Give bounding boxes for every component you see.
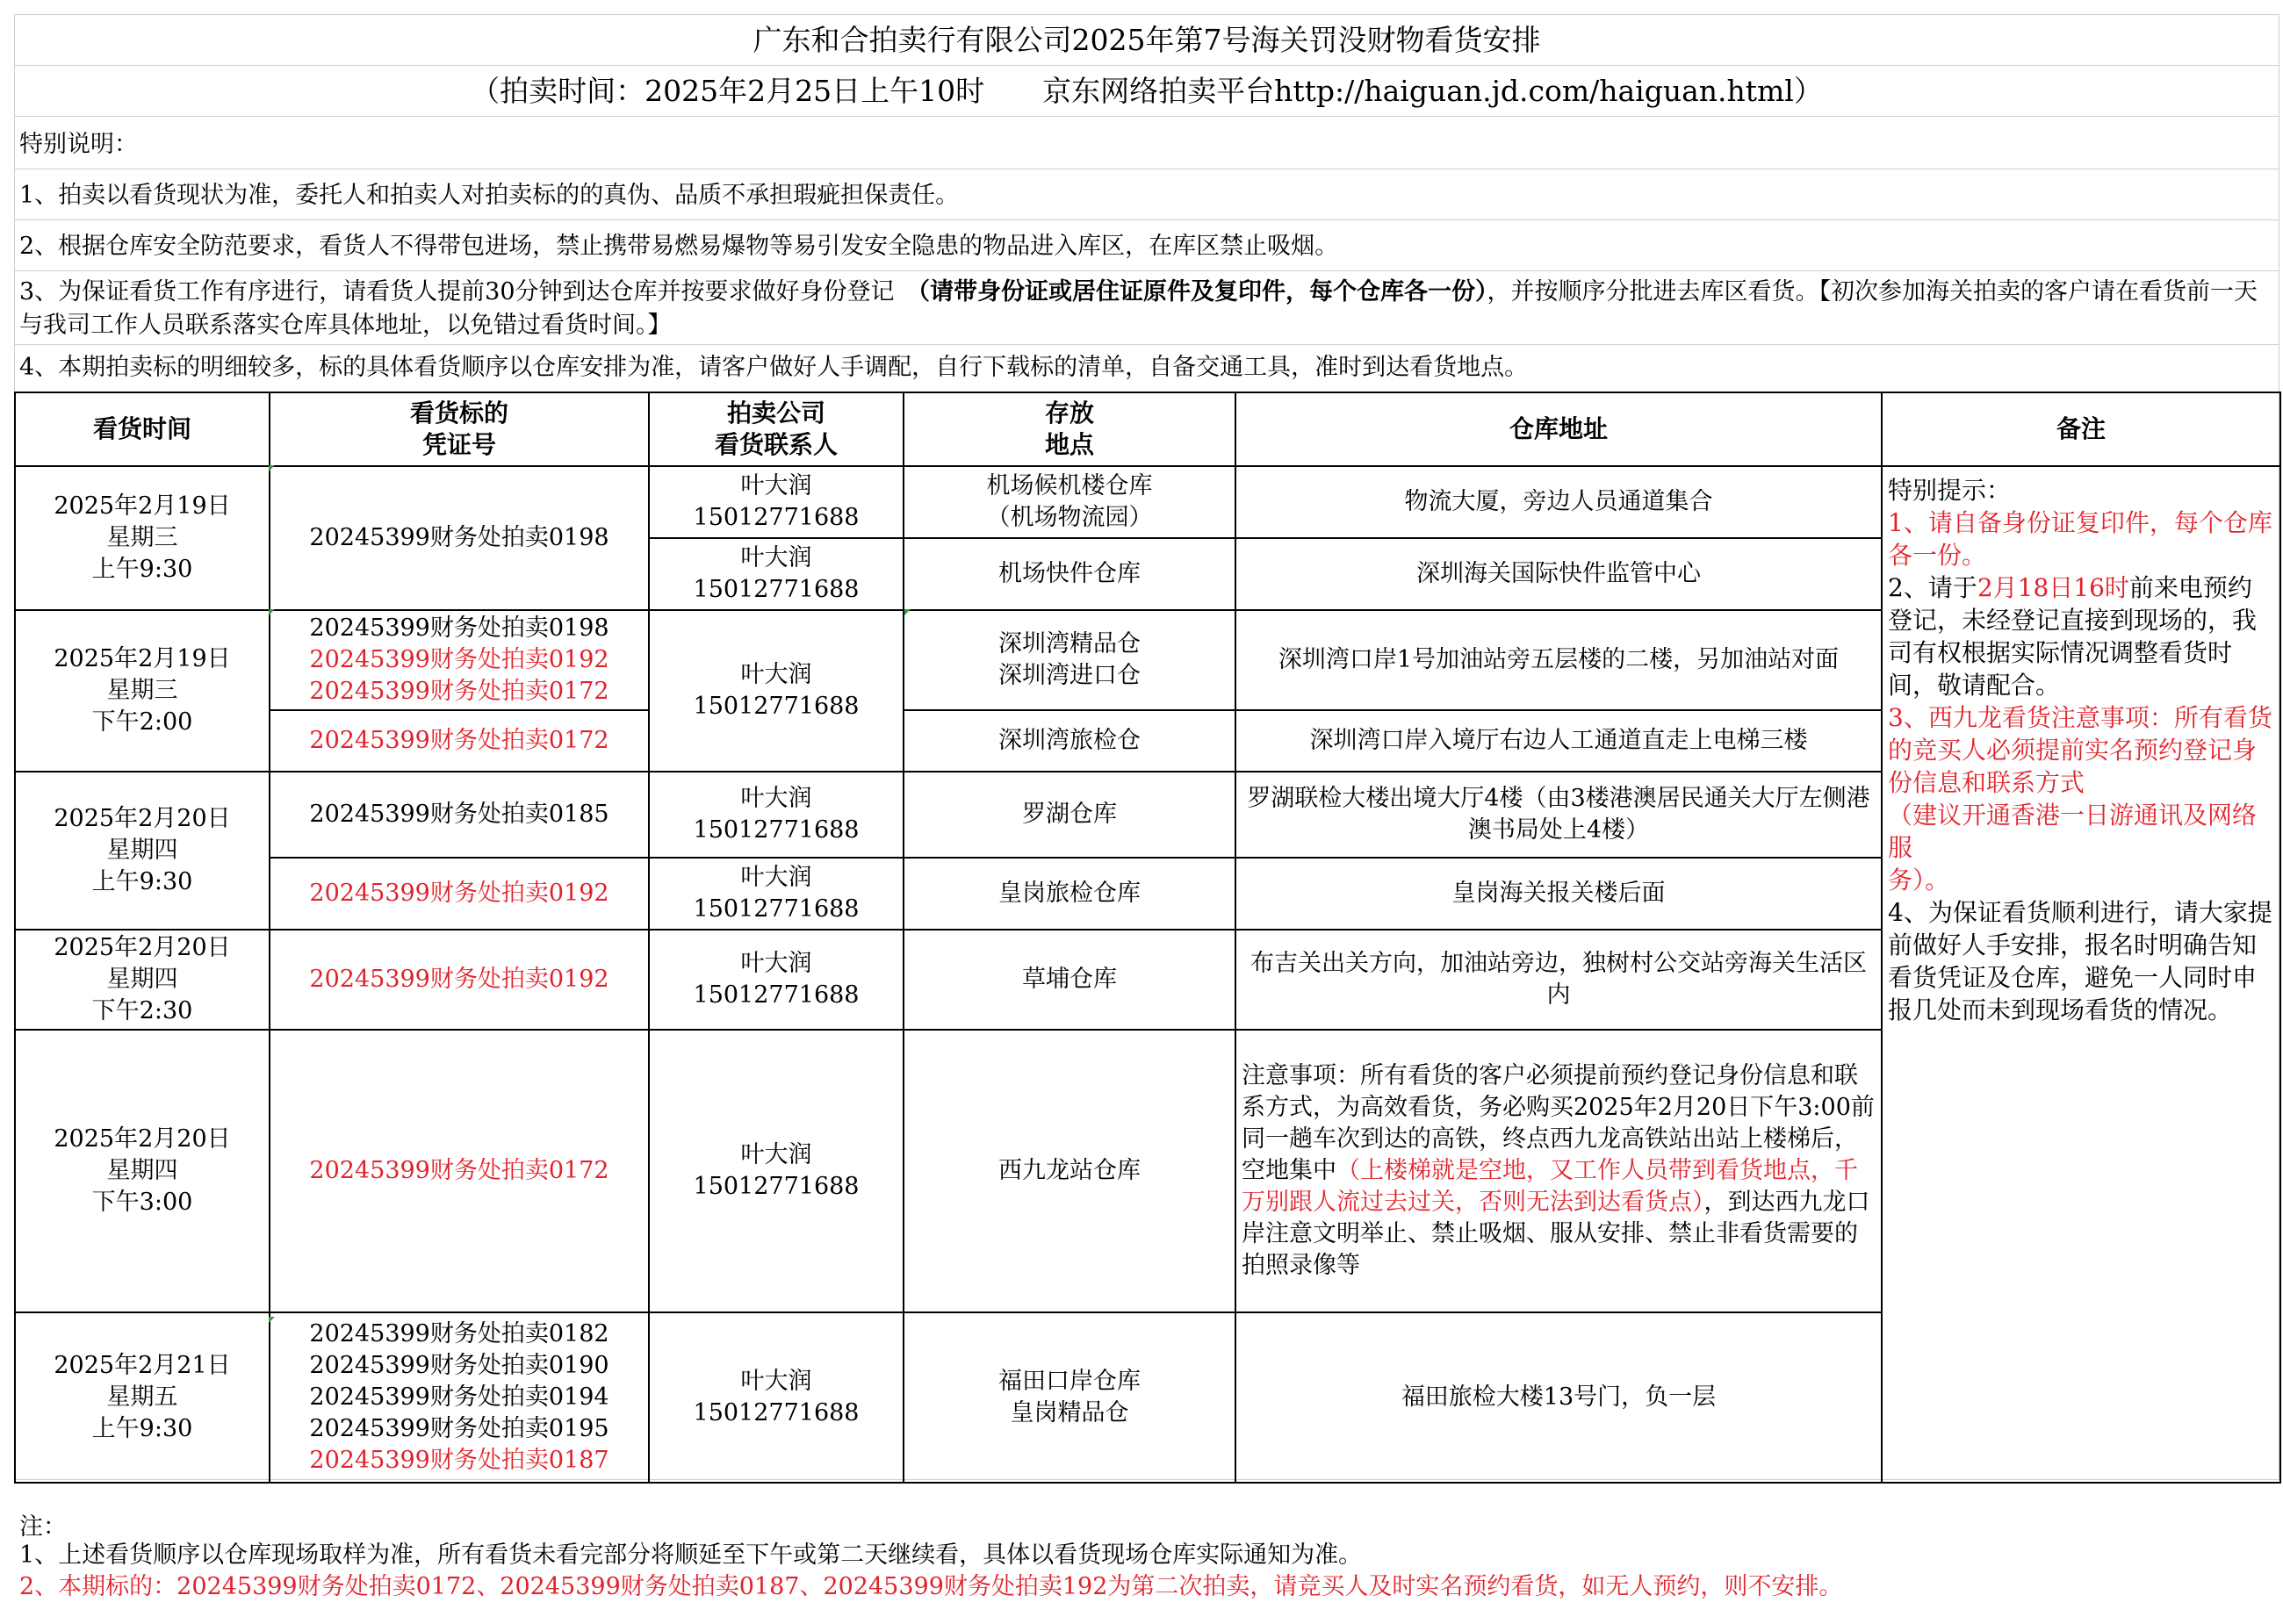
voucher-cell: 20245399财务处拍卖0198 bbox=[270, 466, 649, 610]
row-divider bbox=[14, 116, 2279, 117]
voucher-cell: 20245399财务处拍卖0198 20245399财务处拍卖0192 20245399财务处拍卖0172 bbox=[270, 610, 649, 710]
time-cell: 2025年2月20日 星期四 下午2:30 bbox=[15, 930, 270, 1030]
remarks-cell bbox=[1882, 466, 2280, 1483]
row-divider bbox=[14, 344, 2279, 345]
notice-item-2: 2、根据仓库安全防范要求，看货人不得带包进场，禁止携带易燃易爆物等易引发安全隐患的物品进入库区，在库区禁止吸烟。 bbox=[19, 233, 1339, 260]
voucher-cell: 20245399财务处拍卖0185 bbox=[270, 772, 649, 858]
place-cell: 皇岗旅检仓库 bbox=[904, 858, 1235, 930]
address-cell: 深圳湾口岸入境厅右边人工通道直走上电梯三楼 bbox=[1235, 710, 1882, 772]
remark-2: 2、请于2月18日16时前来电预约登记，未经登记直接到现场的，我司有权根据实际情况调整看货时间，敬请配合。 bbox=[1888, 573, 2258, 700]
time-cell: 2025年2月19日 星期三 下午2:00 bbox=[15, 610, 270, 772]
address-cell: 深圳海关国际快件监管中心 bbox=[1235, 538, 1882, 610]
time-cell: 2025年2月20日 星期四 下午3:00 bbox=[15, 1030, 270, 1312]
notice-item-3-text: 3、为保证看货工作有序进行，请看货人提前30分钟到达仓库并按要求做好身份登记 bbox=[19, 278, 918, 305]
voucher-cell: 20245399财务处拍卖0192 bbox=[270, 930, 649, 1030]
address-cell: 注意事项：所有看货的客户必须提前预约登记身份信息和联系方式，为高效看货，务必购买2025年2月20日下午3:00前同一趟车次到达的高铁，终点西九龙高铁站出站上楼梯后，空地集中（上楼梯就是空地，又工作人员带到看货地点，千万别跟人流过去过关，否则无法到达看货点），到达西九龙口岸注意文明举止、禁止吸烟、服从安排、禁止非看货需要的拍照录像等 bbox=[1235, 1030, 1882, 1312]
auction-info: （拍卖时间：2025年2月25日上午10时 京东网络拍卖平台http://haiguan.jd.com/haiguan.html） bbox=[471, 74, 1823, 108]
notice-item-3 bbox=[19, 276, 2267, 342]
place-cell: 福田口岸仓库 皇岗精品仓 bbox=[904, 1312, 1235, 1483]
contact-cell: 叶大润 15012771688 bbox=[649, 466, 904, 538]
row-divider bbox=[14, 219, 2279, 220]
row-divider bbox=[14, 270, 2279, 271]
header-address: 仓库地址 bbox=[1235, 392, 1882, 466]
time-cell: 2025年2月20日 星期四 上午9:30 bbox=[15, 772, 270, 930]
time-cell: 2025年2月21日 星期五 上午9:30 bbox=[15, 1312, 270, 1483]
remark-4: 4、为保证看货顺利进行，请大家提前做好人手安排，报名时明确告知看货凭证及仓库，避免一人同时申报几处而未到现场看货的情况。 bbox=[1888, 898, 2272, 1024]
table-header-row bbox=[15, 392, 2280, 466]
row-divider bbox=[14, 65, 2279, 66]
contact-cell: 叶大润 15012771688 bbox=[649, 858, 904, 930]
voucher-cell: 20245399财务处拍卖0182 20245399财务处拍卖0190 20245399财务处拍卖0194 20245399财务处拍卖0195 20245399财务处拍卖0187 bbox=[270, 1312, 649, 1483]
header-contact: 拍卖公司 看货联系人 bbox=[649, 392, 904, 466]
contact-cell: 叶大润 15012771688 bbox=[649, 1312, 904, 1483]
address-cell: 布吉关出关方向，加油站旁边，独树村公交站旁海关生活区内 bbox=[1235, 930, 1882, 1030]
contact-cell: 叶大润 15012771688 bbox=[649, 930, 904, 1030]
footer-note-1: 1、上述看货顺序以仓库现场取样为准，所有看货未看完部分将顺延至下午或第二天继续看，具体以看货现场仓库实际通知为准。 bbox=[19, 1541, 1363, 1569]
contact-cell: 叶大润 15012771688 bbox=[649, 772, 904, 858]
cell-marker-icon bbox=[269, 609, 275, 615]
voucher-cell: 20245399财务处拍卖0192 bbox=[270, 858, 649, 930]
table-row bbox=[15, 466, 2280, 538]
notice-heading: 特别说明： bbox=[19, 131, 138, 158]
place-cell: 草埔仓库 bbox=[904, 930, 1235, 1030]
time-cell: 2025年2月19日 星期三 上午9:30 bbox=[15, 466, 270, 610]
remark-3: 3、西九龙看货注意事项：所有看货的竞买人必须提前实名预约登记身份信息和联系方式 （建议开通香港一日游通讯及网络服 务）。 bbox=[1888, 703, 2272, 895]
address-cell: 皇岗海关报关楼后面 bbox=[1235, 858, 1882, 930]
contact-cell: 叶大润 15012771688 bbox=[649, 538, 904, 610]
notice-item-1: 1、拍卖以看货现状为准，委托人和拍卖人对拍卖标的的真伪、品质不承担瑕疵担保责任。 bbox=[19, 182, 960, 209]
header-place: 存放 地点 bbox=[904, 392, 1235, 466]
footer-note-2: 2、本期标的：20245399财务处拍卖0172、20245399财务处拍卖0187、20245399财务处拍卖192为第二次拍卖，请竞买人及时实名预约看货，如无人预约，则不安排。 bbox=[19, 1573, 1843, 1600]
place-cell: 西九龙站仓库 bbox=[904, 1030, 1235, 1312]
header-time: 看货时间 bbox=[15, 392, 270, 466]
voucher-cell: 20245399财务处拍卖0172 bbox=[270, 710, 649, 772]
place-cell: 机场快件仓库 bbox=[904, 538, 1235, 610]
place-cell: 深圳湾精品仓 深圳湾进口仓 bbox=[904, 610, 1235, 710]
contact-cell: 叶大润 15012771688 bbox=[649, 610, 904, 772]
remark-1: 1、请自备身份证复印件，每个仓库各一份。 bbox=[1888, 508, 2272, 570]
header-voucher: 看货标的 凭证号 bbox=[270, 392, 649, 466]
footer-heading: 注： bbox=[19, 1513, 67, 1541]
place-cell: 机场候机楼仓库 （机场物流园） bbox=[904, 466, 1235, 538]
place-cell: 罗湖仓库 bbox=[904, 772, 1235, 858]
header-remark: 备注 bbox=[1882, 392, 2280, 466]
voucher-cell: 20245399财务处拍卖0172 bbox=[270, 1030, 649, 1312]
address-cell: 罗湖联检大楼出境大厅4楼（由3楼港澳居民通关大厅左侧港澳书局处上4楼） bbox=[1235, 772, 1882, 858]
notice-item-4: 4、本期拍卖标的明细较多，标的具体看货顺序以仓库安排为准，请客户做好人手调配，自行下载标的清单，自备交通工具，准时到达看货地点。 bbox=[19, 354, 1529, 381]
cell-marker-icon bbox=[269, 1317, 275, 1323]
place-cell: 深圳湾旅检仓 bbox=[904, 710, 1235, 772]
address-cell: 物流大厦，旁边人员通道集合 bbox=[1235, 466, 1882, 538]
notice-item-3-text-end: ，并按顺序分批进去库区看货。【初次参加海关拍卖的客户请在看货前一天与我司工作人员联系落实仓库具体地址，以免错过看货时间。】 bbox=[19, 278, 2258, 339]
contact-cell: 叶大润 15012771688 bbox=[649, 1030, 904, 1312]
viewing-schedule-table bbox=[14, 392, 2281, 1484]
cell-marker-icon bbox=[904, 609, 911, 615]
notice-item-3-emphasis: （请带身份证或居住证原件及复印件，每个仓库各一份） bbox=[918, 278, 1487, 305]
address-cell: 深圳湾口岸1号加油站旁五层楼的二楼，另加油站对面 bbox=[1235, 610, 1882, 710]
page-title: 广东和合拍卖行有限公司2025年第7号海关罚没财物看货安排 bbox=[753, 23, 1541, 57]
remarks-heading: 特别提示： bbox=[1888, 476, 2012, 505]
cell-marker-icon bbox=[269, 465, 275, 471]
address-cell: 福田旅检大楼13号门，负一层 bbox=[1235, 1312, 1882, 1483]
